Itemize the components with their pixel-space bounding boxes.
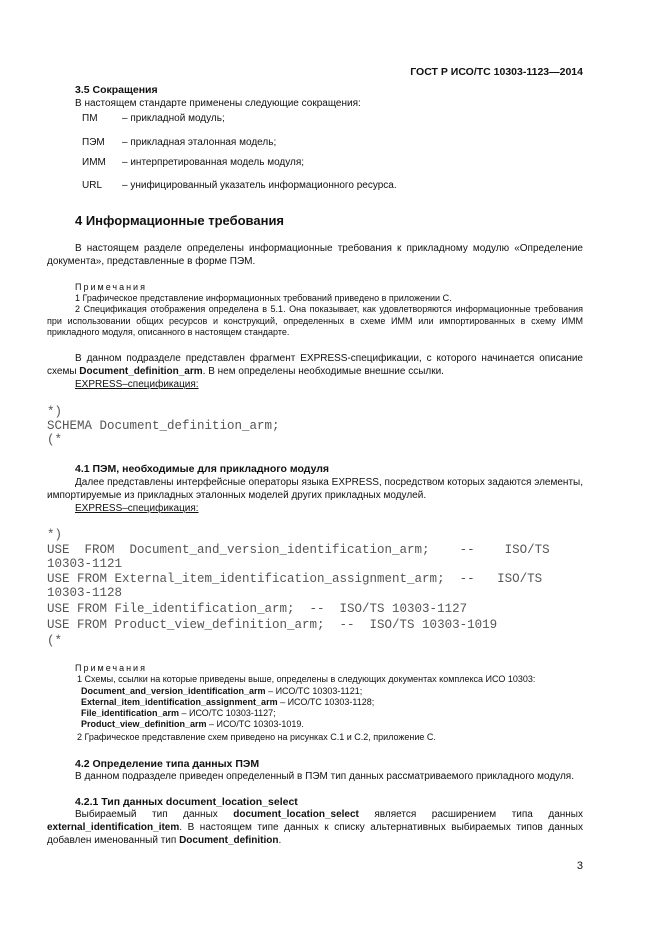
abbreviation-definition: – прикладная эталонная модель; (122, 137, 277, 148)
abbreviation-item (82, 179, 397, 192)
code-line: USE FROM Product_view_definition_arm; -- ISO/TS 10303-1019 (47, 618, 498, 632)
notes-heading: Примечания (75, 282, 147, 292)
schema-ref-doc: – ИСО/ТС 10303-1019. (206, 719, 304, 729)
section-4-2-title: 4.2 Определение типа данных ПЭМ (75, 758, 260, 770)
abbreviation-term: ПЭМ (82, 137, 105, 148)
code-line: (* (47, 634, 63, 648)
schema-ref-name: File_identification_arm (81, 708, 180, 718)
section-4-paragraph: В настоящем разделе определены информационные требования к прикладному модулю «Определение документа», представленные в форме ПЭМ. (47, 243, 583, 267)
schema-name: Document_definition_arm (79, 366, 203, 377)
note-2: 2 Спецификация отображения определена в 5.1. Она показывает, как удовлетворяются информационные требования при использовании общих ресурсов и конструкций, определенных в схеме ИММ или импортированных в схему ИММ прикладного модуля, описанного в настоящем стандарте. (47, 304, 583, 337)
code-line: SCHEMA Document_definition_arm; (47, 419, 280, 433)
text-fragment: Выбираемый тип данных (75, 809, 234, 820)
document-header: ГОСТ Р ИСО/ТС 10303-1123—2014 (410, 66, 583, 78)
code-line: *) (47, 528, 63, 542)
schema-reference (81, 686, 362, 698)
schema-reference (81, 719, 304, 731)
abbreviation-item (82, 112, 225, 125)
text-fragment: . В нем определены необходимые внешние ссылки. (202, 366, 444, 377)
express-intro-paragraph (47, 352, 583, 378)
express-spec-label: EXPRESS–спецификация: (75, 503, 199, 514)
schema-ref-name: External_item_identification_assignment_arm (81, 697, 278, 707)
abbreviation-term: URL (82, 180, 103, 191)
note-1: 1 Схемы, ссылки на которые приведены выше, определены в следующих документах комплекса ИСО 10303: (77, 674, 536, 684)
schema-ref-name: Product_view_definition_arm (81, 719, 207, 729)
type-name: document_location_select (233, 809, 359, 820)
text-fragment: . (278, 835, 282, 846)
schema-ref-doc: – ИСО/ТС 10303-1127; (179, 708, 276, 718)
type-name: external_identification_item (47, 822, 180, 833)
code-line: USE FROM Document_and_version_identification_arm; -- ISO/TS (47, 543, 550, 557)
section-3-5-title: 3.5 Сокращения (75, 84, 158, 96)
section-4-2-1-title: 4.2.1 Тип данных document_location_select (75, 796, 298, 808)
schema-ref-doc: – ИСО/ТС 10303-1121; (265, 686, 363, 696)
text-fragment: является расширением типа данных (358, 809, 583, 820)
section-4-1-title: 4.1 ПЭМ, необходимые для прикладного модуля (75, 463, 330, 475)
code-line: USE FROM External_item_identification_assignment_arm; -- ISO/TS (47, 572, 543, 586)
abbreviation-item (82, 136, 276, 149)
code-line: (* (47, 433, 63, 447)
schema-reference (81, 697, 374, 709)
note-1: 1 Графическое представление информационных требований приведено в приложении C. (75, 293, 452, 303)
notes-heading: Примечания (75, 663, 147, 673)
abbreviation-term: ПМ (82, 113, 98, 124)
section-4-title: 4 Информационные требования (75, 213, 285, 228)
section-4-2-1-paragraph (47, 808, 583, 847)
note-2: 2 Графическое представление схем приведено на рисунках С.1 и С.2, приложение С. (77, 732, 436, 742)
code-line: USE FROM File_identification_arm; -- ISO/TS 10303-1127 (47, 602, 468, 616)
schema-ref-name: Document_and_version_identification_arm (81, 686, 266, 696)
text-fragment: . В настоящем типе данных к списку альтернативных выбираемых типов данных добавлен именованный тип (47, 822, 583, 846)
code-line: *) (47, 405, 63, 419)
abbreviation-term: ИММ (82, 157, 106, 168)
section-4-1-paragraph: Далее представлены интерфейсные операторы языка EXPRESS, посредством которых задаются элементы, импортируемые из прикладных эталонных моделей других прикладных модулей. (47, 477, 583, 501)
page-number: 3 (576, 860, 583, 872)
schema-reference (81, 708, 276, 720)
abbreviation-definition: – прикладной модуль; (122, 113, 225, 124)
code-line: 10303-1128 (47, 586, 123, 600)
code-line: 10303-1121 (47, 557, 123, 571)
abbreviation-definition: – интерпретированная модель модуля; (122, 157, 305, 168)
type-name: Document_definition (179, 835, 279, 846)
abbreviation-definition: – унифицированный указатель информационного ресурса. (122, 180, 397, 191)
section-4-2-paragraph: В данном подразделе приведен определенный в ПЭМ тип данных рассматриваемого прикладного модуля. (75, 771, 574, 782)
text-fragment: В данном подразделе представлен фрагмент EXPRESS-спецификации, с которого начинается описание схемы (47, 353, 583, 377)
schema-ref-doc: – ИСО/ТС 10303-1128; (277, 697, 375, 707)
section-3-5-intro: В настоящем стандарте применены следующие сокращения: (75, 98, 361, 109)
express-spec-label: EXPRESS–спецификация: (75, 379, 199, 390)
abbreviation-item (82, 156, 304, 169)
